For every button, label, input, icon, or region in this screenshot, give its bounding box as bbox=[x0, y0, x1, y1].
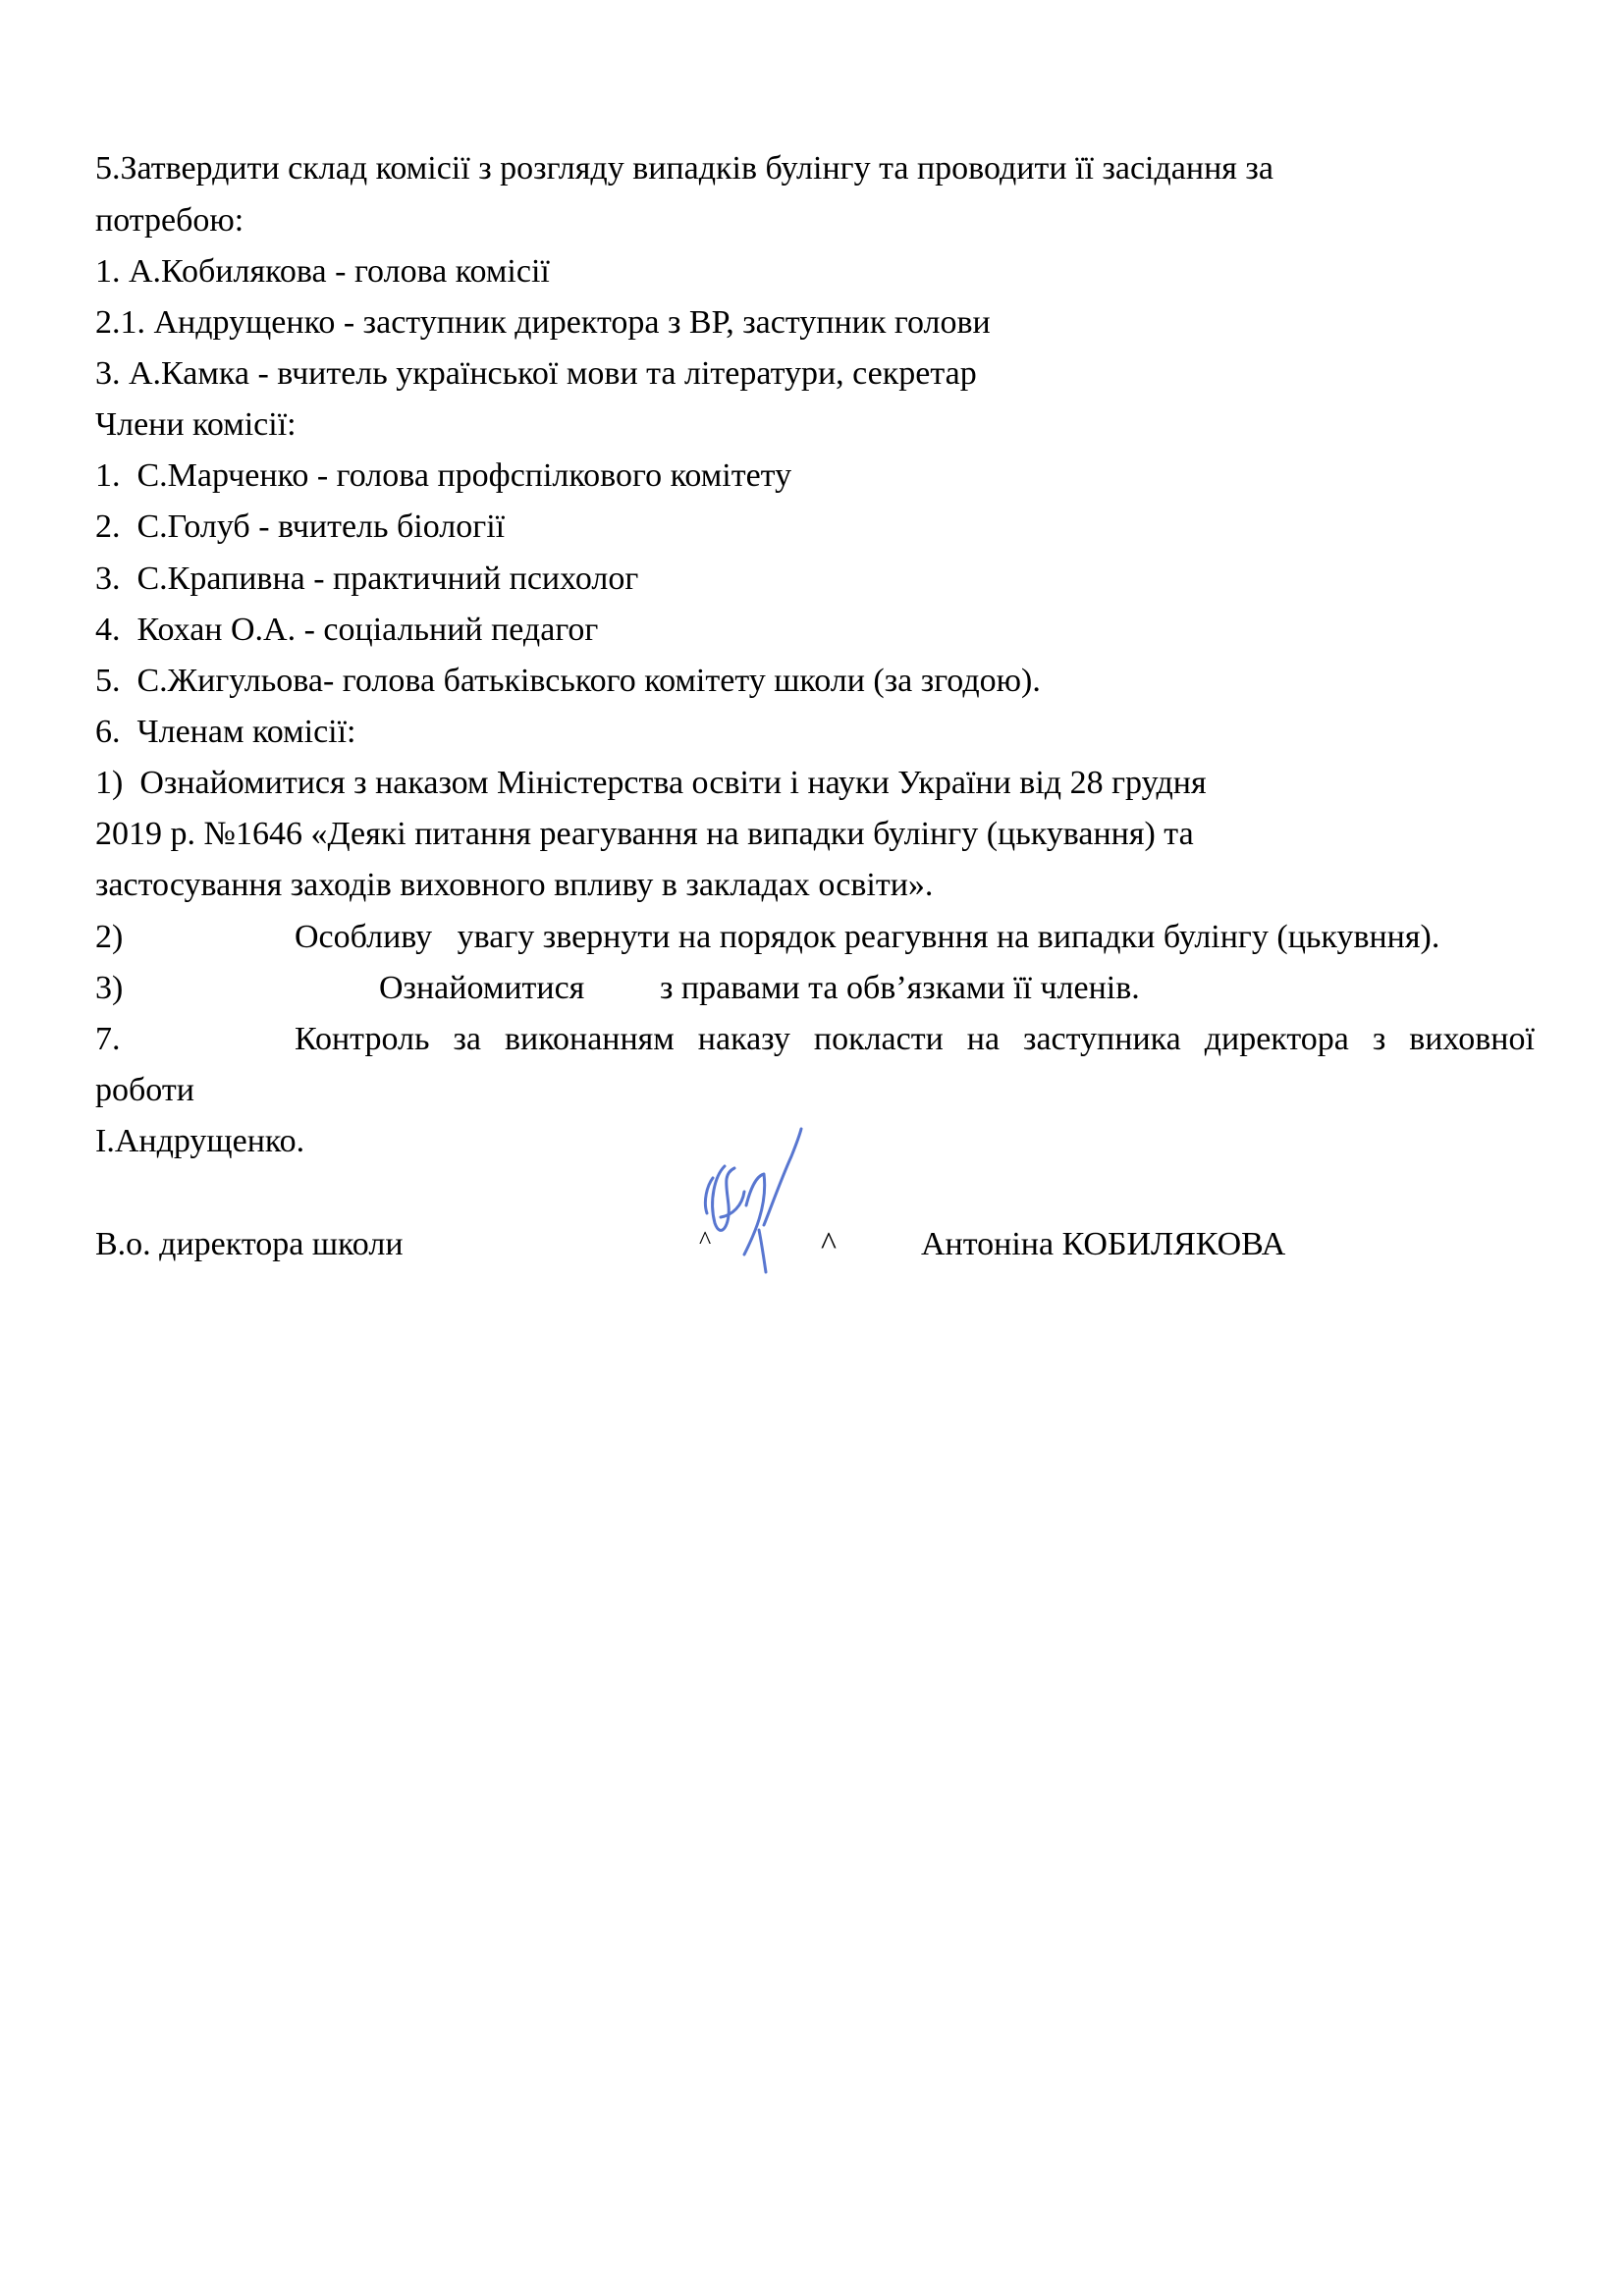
text-line: 5. С.Жигульова- голова батьківського комітету школи (за згодою). bbox=[95, 663, 1041, 699]
word: на bbox=[966, 1021, 1001, 1057]
text-line: роботи bbox=[95, 1072, 194, 1108]
word: Контроль bbox=[295, 1021, 430, 1057]
text-line: 1. С.Марченко - голова профспілкового комітету bbox=[95, 457, 792, 494]
item-text: Особливу увагу звернути на порядок реагувння на випадки булінгу (цькувння). bbox=[295, 919, 1440, 955]
text-line: Члени комісії: bbox=[95, 406, 297, 443]
item-number: 2) bbox=[95, 919, 124, 955]
text-line: 5.Затвердити склад комісії з розгляду випадків булінгу та проводити її засідання за bbox=[95, 150, 1273, 187]
word: з bbox=[1372, 1021, 1386, 1057]
word: директора bbox=[1204, 1021, 1349, 1057]
text-line: 2.1. Андрущенко - заступник директора з ВР, заступник голови bbox=[95, 304, 991, 341]
text-line: 6. Членам комісії: bbox=[95, 714, 356, 750]
text-line: 1. А.Кобилякова - голова комісії bbox=[95, 253, 550, 290]
item-text: з правами та обв’язками її членів. bbox=[660, 970, 1140, 1006]
item-text: Ознайомитися bbox=[379, 970, 585, 1006]
text-line: потребою: bbox=[95, 202, 244, 239]
text-line: І.Андрущенко. bbox=[95, 1123, 305, 1159]
word: покласти bbox=[813, 1021, 944, 1057]
word: заступника bbox=[1023, 1021, 1181, 1057]
text-line: 3. А.Камка - вчитель української мови та літератури, секретар bbox=[95, 355, 977, 392]
handwritten-signature bbox=[685, 1107, 808, 1284]
word: виховної bbox=[1409, 1021, 1535, 1057]
text-line: 3. С.Крапивна - практичний психолог bbox=[95, 561, 639, 597]
text-line: застосування заходів виховного впливу в закладах освіти». bbox=[95, 867, 934, 903]
position-label: В.о. директора школи bbox=[95, 1226, 404, 1262]
text-line: 4. Кохан О.А. - соціальний педагог bbox=[95, 612, 599, 648]
text-line: 2019 р. №1646 «Деякі питання реагування на випадки булінгу (цькування) та bbox=[95, 816, 1194, 852]
word: наказу bbox=[697, 1021, 790, 1057]
text-line: 2. С.Голуб - вчитель біології bbox=[95, 508, 506, 545]
item-number: 7. bbox=[95, 1021, 121, 1057]
item-number: 3) bbox=[95, 970, 124, 1006]
caret-mark: ^ bbox=[699, 1226, 712, 1255]
caret-mark: ^ bbox=[821, 1226, 837, 1262]
item-justified-text bbox=[295, 1020, 1535, 1059]
word: за bbox=[453, 1021, 481, 1057]
signer-name: Антоніна КОБИЛЯКОВА bbox=[921, 1226, 1286, 1262]
text-line: 1) Ознайомитися з наказом Міністерства освіти і науки України від 28 грудня bbox=[95, 765, 1207, 801]
word: виконанням bbox=[504, 1021, 675, 1057]
